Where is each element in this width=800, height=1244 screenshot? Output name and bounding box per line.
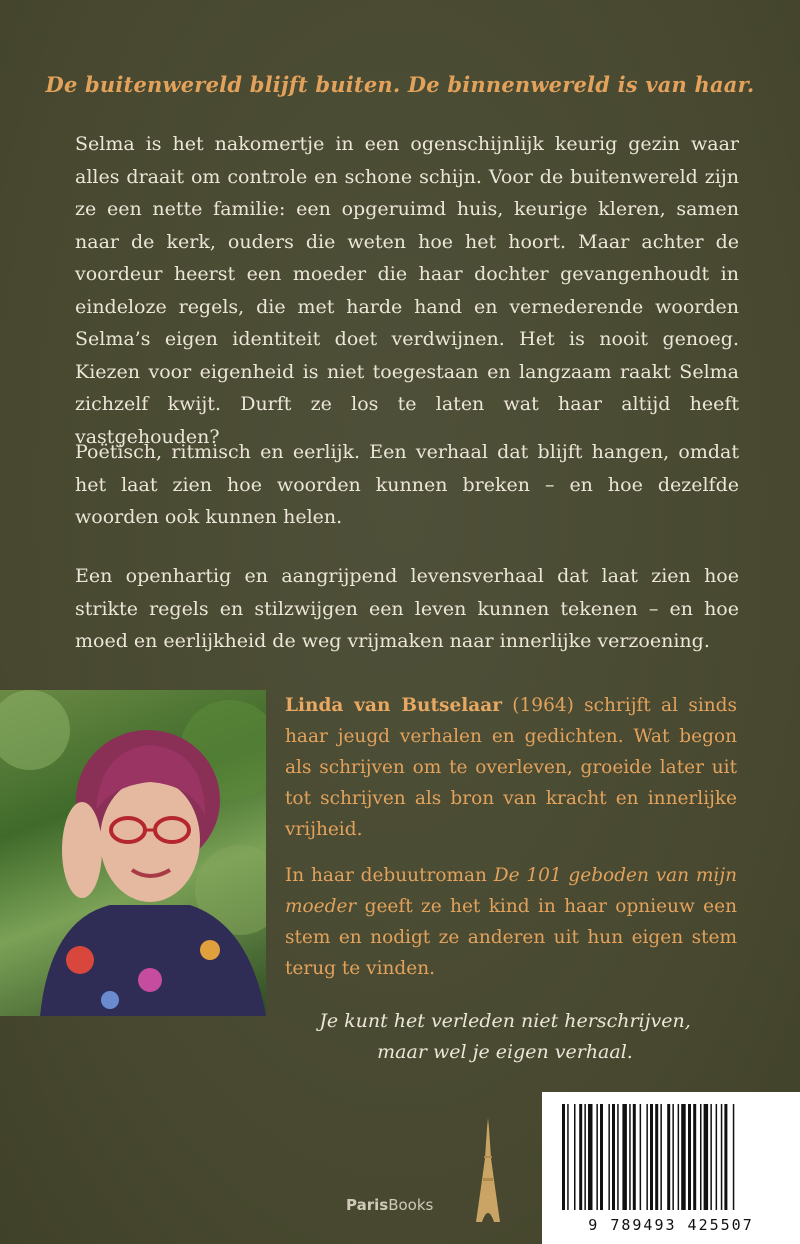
publisher-logo — [346, 1196, 433, 1214]
author-bio-paragraph-2 — [285, 860, 737, 984]
barcode-bar — [710, 1104, 712, 1210]
publisher-name-part2: Books — [388, 1196, 434, 1214]
barcode-bar — [733, 1104, 735, 1210]
barcode-bar — [724, 1104, 727, 1210]
barcode-bar — [650, 1104, 653, 1210]
blurb-paragraph-1: Selma is het nakomertje in een ogenschijnlijk keurig gezin waar alles draait om controle en schone schijn. Voor de buitenwereld zijn ze een nette familie: een opgeruimd huis, keurige kleren, samen naar de kerk, ouders die weten hoe het hoort. Maar achter de voordeur heerst een moeder die haar dochter gevangenhoudt in eindeloze regels, die met harde hand en vernederende woorden Selma’s eigen identiteit doet verdwijnen. Het is nooit genoeg. Kiezen voor eigenheid is niet toegestaan en langzaam raakt Selma zichzelf kwijt. Durft ze los te laten wat haar altijd heeft vastgehouden? — [75, 133, 739, 448]
barcode-bar — [672, 1104, 674, 1210]
tagline: De buitenwereld blijft buiten. De binnenwereld is van haar. — [45, 72, 755, 97]
barcode-bar — [646, 1104, 648, 1210]
barcode-bar — [584, 1104, 586, 1210]
barcode-bar — [612, 1104, 615, 1210]
barcode-bar — [704, 1104, 709, 1210]
barcode-bar — [579, 1104, 582, 1210]
closing-quote — [285, 1006, 725, 1068]
barcode-bars — [562, 1104, 780, 1212]
barcode-bar — [721, 1104, 723, 1210]
barcode-bar — [562, 1104, 565, 1210]
blurb-paragraph-3: Een openhartig en aangrijpend levensverhaal dat laat zien hoe strikte regels en stilzwijgen een leven kunnen tekenen – en hoe moed en eerlijkheid de weg vrijmaken naar innerlijke verzoening. — [75, 565, 739, 652]
author-bio-paragraph-1 — [285, 690, 737, 845]
barcode-bar — [617, 1104, 619, 1210]
author-photo — [0, 690, 266, 1016]
barcode-bar — [574, 1104, 576, 1210]
barcode-bar — [660, 1104, 662, 1210]
barcode-bar — [700, 1104, 702, 1210]
quote-line-1: Je kunt het verleden niet herschrijven, — [319, 1010, 691, 1032]
barcode-bar — [600, 1104, 603, 1210]
author-portrait-illustration — [0, 690, 266, 1016]
isbn-number: 9 789493 425507 — [588, 1216, 754, 1234]
barcode-bar — [693, 1104, 696, 1210]
barcode-bar — [596, 1104, 598, 1210]
barcode-bar — [633, 1104, 636, 1210]
author-name: Linda van Butselaar — [285, 695, 502, 716]
barcode-bar — [608, 1104, 610, 1210]
barcode-bar — [688, 1104, 691, 1210]
blurb-paragraph-2: Poëtisch, ritmisch en eerlijk. Een verhaal dat blijft hangen, omdat het laat zien hoe woorden kunnen breken – en hoe dezelfde woorden ook kunnen helen. — [75, 441, 739, 528]
barcode-bar — [667, 1104, 670, 1210]
barcode — [542, 1092, 800, 1244]
barcode-bar — [640, 1104, 642, 1210]
barcode-bar — [567, 1104, 569, 1210]
barcode-bar — [588, 1104, 593, 1210]
author-bio-text-start: In haar debuutroman — [285, 865, 494, 886]
barcode-bar — [681, 1104, 686, 1210]
barcode-bar — [655, 1104, 658, 1210]
barcode-bar — [716, 1104, 718, 1210]
publisher-name-part1: Paris — [346, 1196, 389, 1214]
author-bio-text: (1964) schrijft al sinds haar jeugd verhalen en gedichten. Wat begon als schrijven om te overleven, groeide later uit tot schrijven als bron van kracht en innerlijke vrijheid. — [285, 695, 737, 840]
author-bio-text-end: geeft ze het kind in haar opnieuw een stem en nodigt ze anderen uit hun eigen stem terug te vinden. — [285, 896, 737, 979]
barcode-bar — [629, 1104, 631, 1210]
barcode-bar — [622, 1104, 627, 1210]
barcode-bar — [678, 1104, 680, 1210]
quote-line-2: maar wel je eigen verhaal. — [377, 1041, 633, 1063]
eiffel-tower-icon — [470, 1118, 506, 1222]
book-title: De 101 geboden van mijn moeder — [285, 865, 737, 917]
